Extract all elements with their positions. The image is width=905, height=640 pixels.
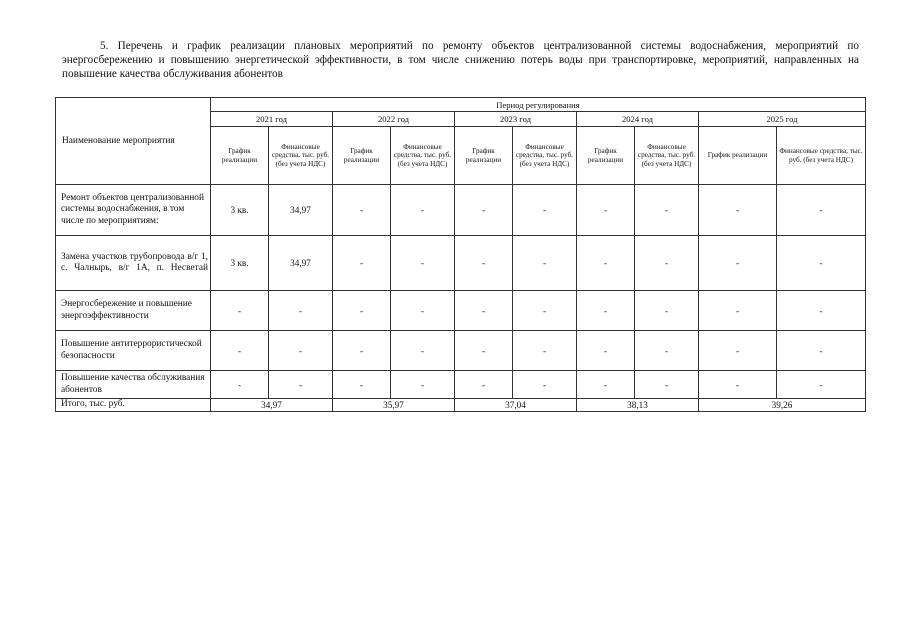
funds-subheader: Финансовые средства, тыс. руб. (без учета НДС) xyxy=(777,127,866,185)
table-cell: - xyxy=(635,371,699,399)
table-cell: - xyxy=(635,185,699,236)
row-name: Ремонт объектов централизованной системы водоснабжения, в том числе по мероприятиям: xyxy=(56,185,211,236)
table-cell: - xyxy=(513,291,577,331)
document-heading xyxy=(62,39,859,81)
table-cell: - xyxy=(513,236,577,291)
row-name: Повышение качества обслуживания абонентов xyxy=(56,371,211,399)
table-cell: - xyxy=(211,331,269,371)
row-name: Повышение антитеррористической безопасности xyxy=(56,331,211,371)
schedule-subheader: График реализации xyxy=(577,127,635,185)
table-cell: - xyxy=(777,236,866,291)
total-2022: 35,97 xyxy=(333,399,455,412)
table-cell: 3 кв. xyxy=(211,185,269,236)
table-cell: - xyxy=(269,331,333,371)
table-cell: - xyxy=(391,371,455,399)
total-2025: 39,26 xyxy=(699,399,866,412)
table-row xyxy=(56,185,866,236)
table-cell: - xyxy=(777,291,866,331)
table-cell: - xyxy=(577,331,635,371)
table-cell: - xyxy=(777,331,866,371)
table-cell: - xyxy=(777,185,866,236)
table-cell: - xyxy=(455,331,513,371)
table-cell: - xyxy=(391,236,455,291)
table-cell: 3 кв. xyxy=(211,236,269,291)
table-cell: - xyxy=(577,371,635,399)
table-cell: - xyxy=(699,185,777,236)
table-cell: - xyxy=(391,331,455,371)
table-cell: - xyxy=(455,185,513,236)
total-row xyxy=(56,399,866,412)
table-cell: - xyxy=(333,291,391,331)
table-cell: - xyxy=(211,371,269,399)
year-header-2021: 2021 год xyxy=(211,112,333,127)
table-cell: - xyxy=(513,371,577,399)
year-header-2022: 2022 год xyxy=(333,112,455,127)
table-row xyxy=(56,371,866,399)
table-cell: - xyxy=(699,371,777,399)
table-cell: - xyxy=(699,236,777,291)
table-row xyxy=(56,331,866,371)
table-cell: - xyxy=(391,291,455,331)
table-cell: - xyxy=(333,185,391,236)
period-header: Период регулирования xyxy=(211,98,866,112)
table-row xyxy=(56,236,866,291)
total-2021: 34,97 xyxy=(211,399,333,412)
table-cell: - xyxy=(391,185,455,236)
schedule-subheader: График реализации xyxy=(333,127,391,185)
table-row xyxy=(56,291,866,331)
funds-subheader: Финансовые средства, тыс. руб. (без учета НДС) xyxy=(635,127,699,185)
total-2023: 37,04 xyxy=(455,399,577,412)
table-cell: - xyxy=(455,371,513,399)
table-cell: - xyxy=(699,331,777,371)
year-header-2024: 2024 год xyxy=(577,112,699,127)
table-cell: - xyxy=(577,185,635,236)
schedule-subheader: График реализации xyxy=(699,127,777,185)
table-cell: - xyxy=(577,291,635,331)
table-cell: - xyxy=(333,371,391,399)
funds-subheader: Финансовые средства, тыс. руб. (без учета НДС) xyxy=(513,127,577,185)
table-cell: - xyxy=(333,331,391,371)
schedule-subheader: График реализации xyxy=(455,127,513,185)
table-cell: - xyxy=(699,291,777,331)
total-label: Итого, тыс. руб. xyxy=(56,399,211,412)
total-2024: 38,13 xyxy=(577,399,699,412)
schedule-subheader: График реализации xyxy=(211,127,269,185)
table-cell: 34,97 xyxy=(269,185,333,236)
plan-table xyxy=(55,97,866,412)
table-cell: - xyxy=(513,331,577,371)
table-cell: - xyxy=(333,236,391,291)
table-cell: - xyxy=(635,236,699,291)
row-name: Замена участков трубопровода в/г 1, с. Чалнырь, в/г 1А, п. Несветай xyxy=(56,236,211,291)
table-cell: - xyxy=(577,236,635,291)
funds-subheader: Финансовые средства, тыс. руб. (без учета НДС) xyxy=(269,127,333,185)
year-header-2023: 2023 год xyxy=(455,112,577,127)
table-cell: 34,97 xyxy=(269,236,333,291)
table-cell: - xyxy=(211,291,269,331)
table-cell: - xyxy=(455,291,513,331)
table-cell: - xyxy=(269,371,333,399)
table-cell: - xyxy=(777,371,866,399)
table-cell: - xyxy=(635,331,699,371)
table-cell: - xyxy=(455,236,513,291)
funds-subheader: Финансовые средства, тыс. руб. (без учета НДС) xyxy=(391,127,455,185)
name-column-header: Наименование мероприятия xyxy=(56,98,211,185)
table-cell: - xyxy=(513,185,577,236)
table-cell: - xyxy=(635,291,699,331)
table-cell: - xyxy=(269,291,333,331)
year-header-2025: 2025 год xyxy=(699,112,866,127)
row-name: Энергосбережение и повышение энергоэффективности xyxy=(56,291,211,331)
heading-text: 5. Перечень и график реализации плановых мероприятий по ремонту объектов централизованной системы водоснабжения, мероприятий по энергосбережению и повышению энергетической эффективности, в том числе снижению потерь воды при транспортировке, мероприятий, направленных на повышение качества обслуживания абонентов xyxy=(62,40,859,80)
